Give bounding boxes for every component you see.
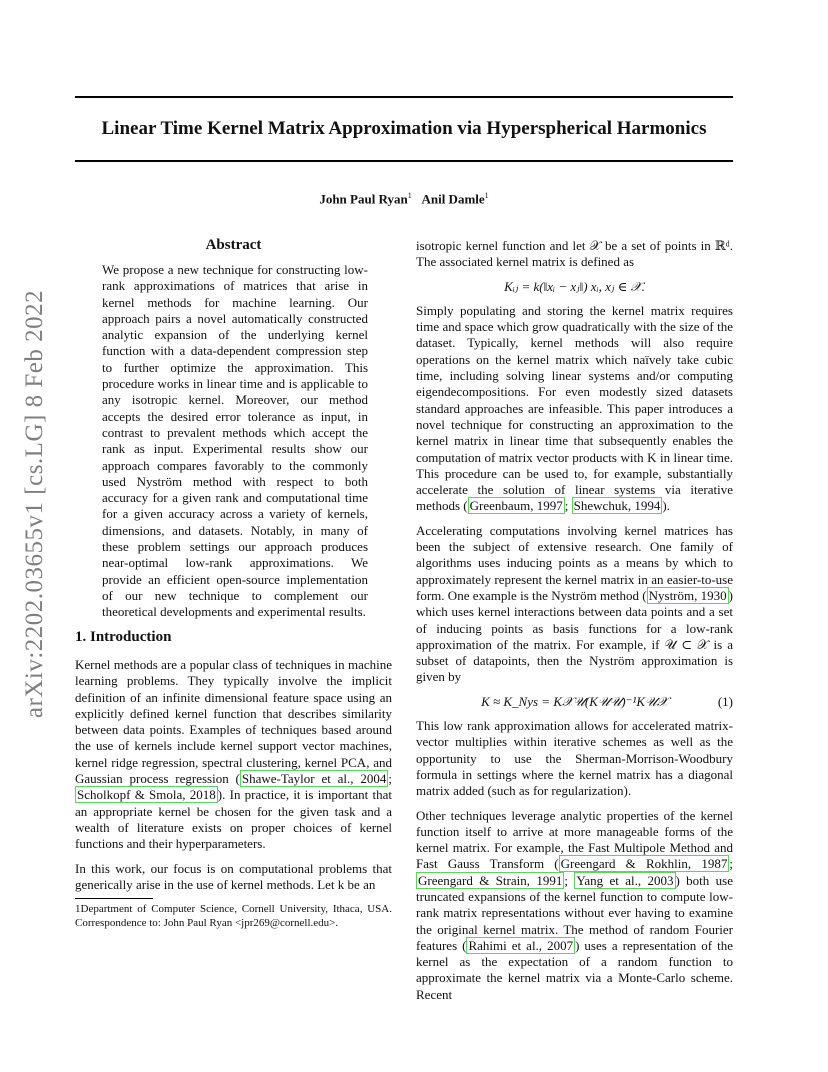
author-affiliation-mark: 1 <box>484 191 489 200</box>
intro-paragraph <box>75 657 392 853</box>
paper-title: Linear Time Kernel Matrix Approximation via Hyperspherical Harmonics <box>101 118 707 139</box>
paragraph-text: Kernel methods are a popular class of techniques in machine learning problems. They typically involve the implicit definition of an infinite dimensional feature space using an explicitly defined kernel function that describes similarity between data points. Examples of techniques based around the use of kernels include kernel support vector machines, kernel ridge regression, spectral clustering, kernel PCA, and Gaussian process regression ( <box>75 657 392 787</box>
paragraph-text: Simply populating and storing the kernel matrix requires time and space which grow quadratically with the size of the dataset. Typically, kernel methods will also require operations on the kernel matrix which naïvely take cubic time, including solving linear systems and/or computing eigendecompositions. For even modestly sized datasets standard approaches are infeasible. This paper introduces a novel technique for constructing an approximation to the kernel matrix in linear time that subsequently enables the computation of matrix vector products with K in linear time. This procedure can be used to, for example, substantially accelerate the solution of linear systems via iterative methods ( <box>416 302 733 514</box>
arxiv-identifier: arXiv:2202.03655v1 [cs.LG] 8 Feb 2022 <box>21 289 48 719</box>
paragraph-text: ) both use truncated expansions of the kernel function to compute low-rank matrix representations without ever having to examine the original kernel matrix. The method of random Fourier features ( <box>416 872 733 953</box>
footnote-rule <box>75 898 153 899</box>
title-rule-top <box>75 96 733 98</box>
citation-link[interactable]: Yang et al., 2003 <box>576 872 674 888</box>
citation-link[interactable]: Shewchuk, 1994 <box>573 498 661 514</box>
nystrom-equation <box>416 694 733 710</box>
author-name: John Paul Ryan <box>319 191 408 207</box>
citation-separator: ; <box>729 856 733 872</box>
equation-body: K ≈ K_Nys = K𝒳𝒰(K𝒰𝒰)⁻¹K𝒰𝒳 <box>481 693 668 709</box>
paragraph-text: ) uses a representation of the kernel as the expectation of a random function to approximate the kernel matrix via a Monte-Carlo scheme. Recent <box>416 937 733 1002</box>
citation-link[interactable]: Greengard & Strain, 1991 <box>418 872 563 888</box>
citation-link[interactable]: Scholkopf & Smola, 2018 <box>77 787 216 803</box>
citation-link[interactable]: Nyström, 1930 <box>648 587 727 603</box>
kernel-matrix-equation: Kᵢⱼ = k(‖xᵢ − xⱼ‖) xᵢ, xⱼ ∈ 𝒳. <box>504 278 645 294</box>
body-paragraph <box>416 303 733 515</box>
citation-link[interactable]: Rahimi et al., 2007 <box>468 937 574 953</box>
citation-separator: ; <box>564 872 575 888</box>
citation-link[interactable]: Shawe-Taylor et al., 2004 <box>241 771 387 787</box>
abstract-heading: Abstract <box>205 237 262 253</box>
abstract-text: We propose a new technique for constructing low-rank approximations of matrices that arise in kernel methods for machine learning. Our approach pairs a novel automatically constructed analytic expansion of the underlying kernel function with a data-dependent compression step to further optimize the approximation. This procedure works in linear time and is applicable to any isotropic kernel. Moreover, our method accepts the desired error tolerance as input, in contrast to prevalent methods which accept the rank as input. Experimental results show our approach compares favorably to the commonly used Nyström method with respect to both accuracy for a given rank and computational time for a given accuracy across a variety of kernels, dimensions, and datasets. Notably, in many of these problem settings our approach produces near-optimal low-rank approximations. We provide an efficient open-source implementation of our new technique to complement our theoretical developments and experimental results. <box>102 262 368 620</box>
author-list <box>75 191 733 207</box>
intro-paragraph: In this work, our focus is on computational problems that generically arise in the use of kernel methods. Let k be an <box>75 860 392 892</box>
citation-separator: ; <box>388 771 392 787</box>
intro-column-left <box>75 657 392 901</box>
body-paragraph <box>416 808 733 1004</box>
affiliation-footnote: 1Department of Computer Science, Cornell University, Ithaca, USA. Correspondence to: John Paul Ryan <jpr269@cornell.edu>. <box>75 903 392 929</box>
paragraph-text: Other techniques leverage analytic properties of the kernel function itself to arrive at more manageable forms of the kernel matrix. For example, the Fast Multipole Method and Fast Gauss Transform ( <box>416 807 733 872</box>
author-affiliation-mark: 1 <box>407 191 412 200</box>
paragraph-text: ). In practice, it is important that an appropriate kernel be chosen for the given task and a wealth of literature exists on proper choices of kernel functions and their hyperparameters. <box>75 787 392 852</box>
author-name: Anil Damle <box>421 191 485 207</box>
equation-number: (1) <box>717 693 733 709</box>
citation-link[interactable]: Greengard & Rokhlin, 1987 <box>560 856 728 872</box>
paragraph-text: ). <box>662 498 670 514</box>
title-rule-bottom <box>75 160 733 162</box>
paragraph-text: Accelerating computations involving kernel matrices has been the subject of extensive research. One family of algorithms uses inducing points as a means by which to approximately represent the kernel matrix in an easier-to-use form. One example is the Nyström method ( <box>416 522 733 603</box>
body-paragraph <box>416 523 733 686</box>
section-heading-introduction: 1. Introduction <box>75 629 172 645</box>
paragraph-text: ) which uses kernel interactions between data points and a set of inducing points as basis functions for a low-rank approximation of the matrix. For example, if 𝒰 ⊂ 𝒳 is a subset of datapoints, then the Nyström approximation is given by <box>416 587 734 685</box>
body-paragraph: This low rank approximation allows for accelerated matrix-vector multiplies within iterative schemes as well as the opportunity to use the Sherman-Morrison-Woodbury formula in settings where the kernel matrix has a diagonal matrix added (such as for regularization). <box>416 718 733 799</box>
arxiv-sidebar <box>12 289 58 719</box>
body-paragraph: isotropic kernel function and let 𝒳 be a set of points in ℝᵈ. The associated kernel matrix is defined as <box>416 238 733 270</box>
intro-column-right <box>416 238 733 1011</box>
citation-separator: ; <box>564 498 572 514</box>
citation-link[interactable]: Greenbaum, 1997 <box>469 498 563 514</box>
